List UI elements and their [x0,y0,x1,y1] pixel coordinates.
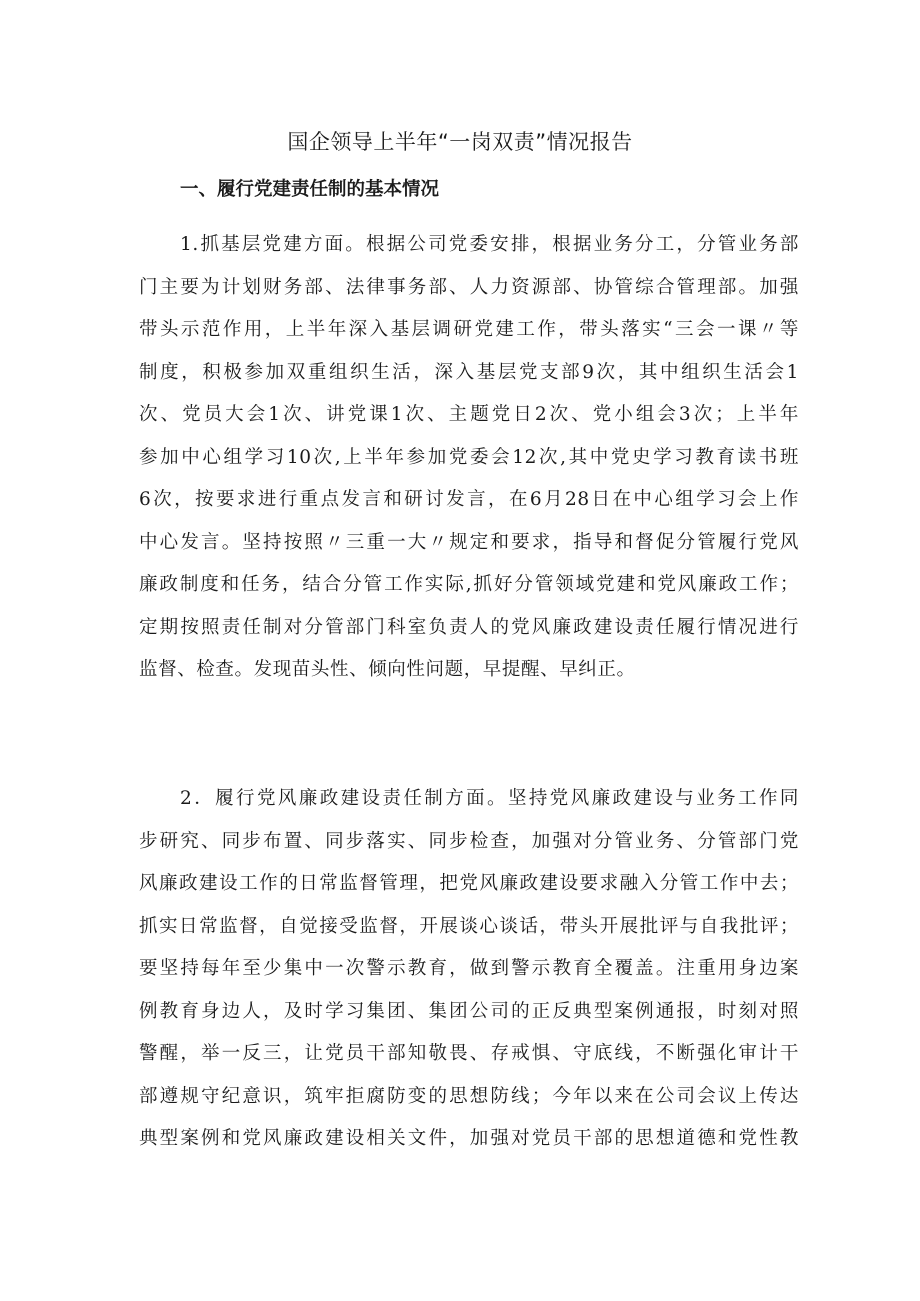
paragraph-line: 例教育身边人，及时学习集团、集团公司的正反典型案例通报，时刻对照 [139,1000,799,1022]
paragraph-line: 门主要为计划财务部、法律事务部、人力资源部、协管综合管理部。加强 [139,276,799,298]
paragraph-line: 警醒，举一反三，让党员干部知敬畏、存戒惧、守底线，不断强化审计干 [139,1043,799,1064]
document-title: 国企领导上半年“一岗双责”情况报告 [287,130,633,154]
paragraph-line: 带头示范作用，上半年深入基层调研党建工作，带头落实“三会一课〃等 [139,319,799,340]
paragraph-line: 定期按照责任制对分管部门科室负责人的党风廉政建设责任履行情况进行 [139,616,799,638]
paragraph-line: 风廉政建设工作的日常监督管理，把党风廉政建设要求融入分管工作中去； [139,873,799,894]
paragraph-line: 典型案例和党风廉政建设相关文件，加强对党员干部的思想道德和党性教 [139,1128,799,1149]
paragraph-line: 6次，按要求进行重点发言和研讨发言，在6月28日在中心组学习会上作 [139,489,799,510]
paragraph-party-building [139,224,799,692]
paragraph-line: 抓实日常监督，自觉接受监督，开展谈心谈话，带头开展批评与自我批评； [139,915,799,937]
paragraph-line: 参加中心组学习10次,上半年参加党委会12次,其中党史学习教育读书班 [139,446,799,468]
section-heading: 一、履行党建责任制的基本情况 [180,179,440,200]
paragraph-anti-corruption [139,778,799,1161]
paragraph-line: 中心发言。坚持按照〃三重一大〃规定和要求，指导和督促分管履行党风 [139,531,799,553]
paragraph-line: 部遵规守纪意识，筑牢拒腐防变的思想防线；今年以来在公司会议上传达 [139,1085,799,1107]
paragraph-line: 步研究、同步布置、同步落实、同步检查，加强对分管业务、分管部门党 [139,830,799,852]
paragraph-line: 2．履行党风廉政建设责任制方面。坚持党风廉政建设与业务工作同 [180,788,799,809]
paragraph-line: 制度，积极参加双重组织生活，深入基层党支部9次，其中组织生活会1 [139,361,799,383]
paragraph-line: 廉政制度和任务，结合分管工作实际,抓好分管领域党建和党风廉政工作； [139,574,799,595]
paragraph-line: 次、党员大会1次、讲党课1次、主题党日2次、党小组会3次；上半年 [139,404,799,425]
paragraph-line: 监督、检查。发现苗头性、倾向性问题，早提醒、早纠正。 [139,659,636,680]
paragraph-line: 1.抓基层党建方面。根据公司党委安排，根据业务分工，分管业务部 [180,234,799,255]
paragraph-line: 要坚持每年至少集中一次警示教育，做到警示教育全覆盖。注重用身边案 [139,958,799,979]
